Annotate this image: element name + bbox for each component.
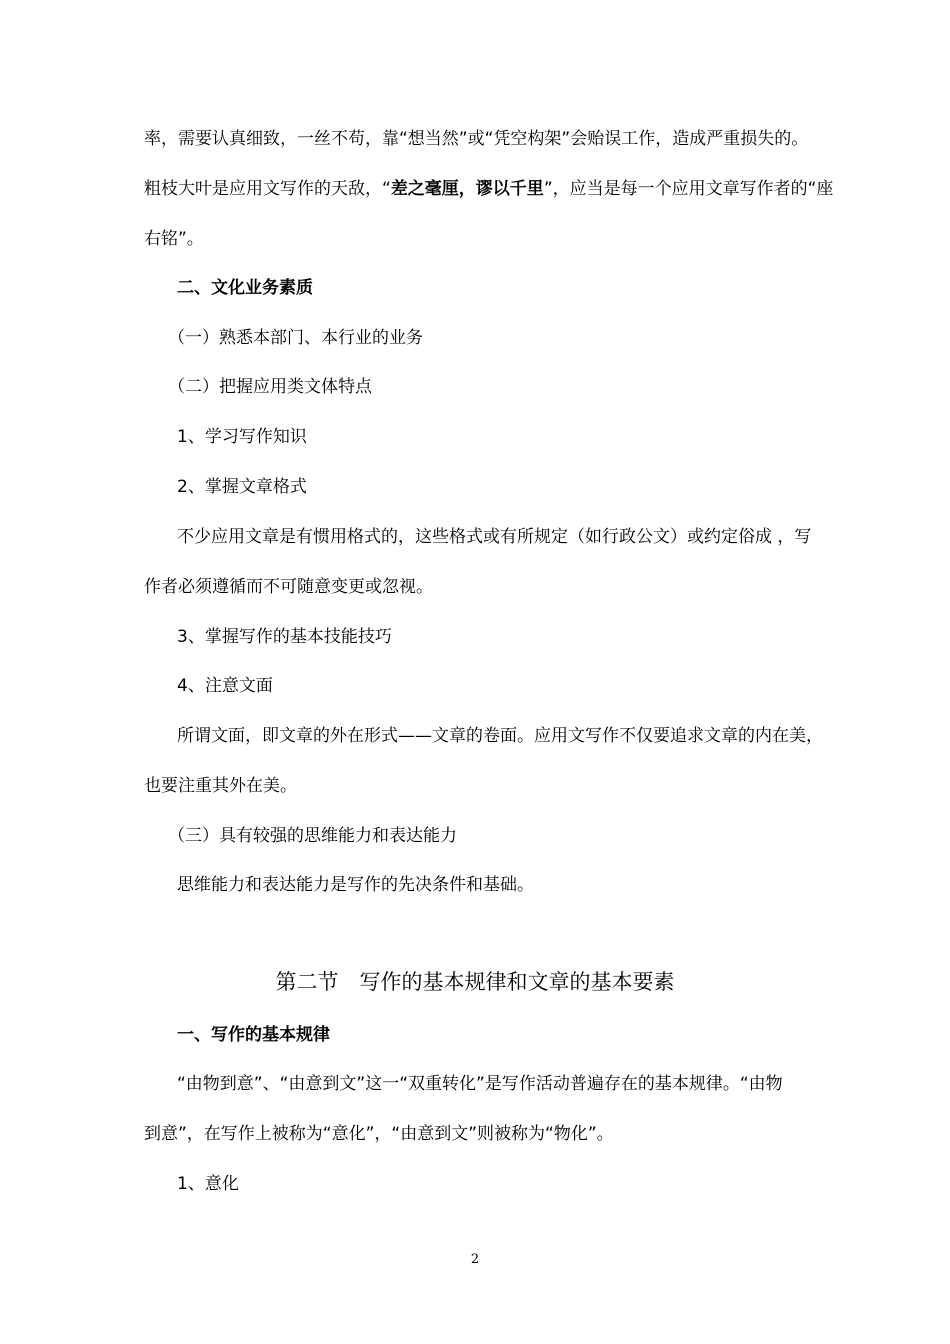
text-run: 粗枝大叶是应用文写作的天敌，“ — [144, 179, 391, 199]
list-item-3: 3、掌握写作的基本技能技巧 — [177, 627, 392, 647]
list-item-4: 4、注意文面 — [177, 676, 273, 696]
paragraph-line: 右铭”。 — [144, 229, 204, 249]
subheading-3: （三）具有较强的思维能力和表达能力 — [168, 826, 457, 846]
subheading-1: （一）熟悉本部门、本行业的业务 — [168, 328, 423, 348]
paragraph-line: 不少应用文章是有惯用格式的，这些格式或有所规定（如行政公文）或约定俗成 ，写 — [177, 527, 812, 547]
paragraph-line: 也要注重其外在美。 — [144, 776, 297, 796]
bold-quote: 差之毫厘，谬以千里 — [390, 179, 544, 199]
subheading-2: （二）把握应用类文体特点 — [168, 377, 372, 397]
paragraph-line: 到意”，在写作上被称为“意化”，“由意到文”则被称为“物化”。 — [144, 1124, 614, 1144]
paragraph-line: 率，需要认真细致，一丝不苟，靠“想当然”或“凭空构架”会贻误工作，造成严重损失的。 — [144, 129, 809, 149]
list-item-2: 2、掌握文章格式 — [177, 477, 307, 497]
page-number: 2 — [470, 1252, 480, 1267]
heading-writing-rules: 一、写作的基本规律 — [177, 1025, 330, 1045]
paragraph-line — [144, 178, 833, 200]
paragraph-line: 所谓文面，即文章的外在形式——文章的卷面。应用文写作不仅要追求文章的内在美， — [177, 726, 823, 746]
text-run: ”，应当是每一个应用文章写作者的“座 — [543, 179, 834, 199]
paragraph-line: “由物到意”、“由意到文”这一“双重转化”是写作活动普遍存在的基本规律。“由物 — [177, 1074, 783, 1094]
paragraph-line: 作者必须遵循而不可随意变更或忽视。 — [144, 577, 433, 597]
list-item-1: 1、学习写作知识 — [177, 427, 307, 447]
heading-culture-quality: 二、文化业务素质 — [177, 278, 313, 298]
section-title: 第二节 写作的基本规律和文章的基本要素 — [275, 970, 675, 994]
list-item-yihua: 1、意化 — [177, 1174, 239, 1194]
paragraph-line: 思维能力和表达能力是写作的先决条件和基础。 — [177, 875, 534, 895]
